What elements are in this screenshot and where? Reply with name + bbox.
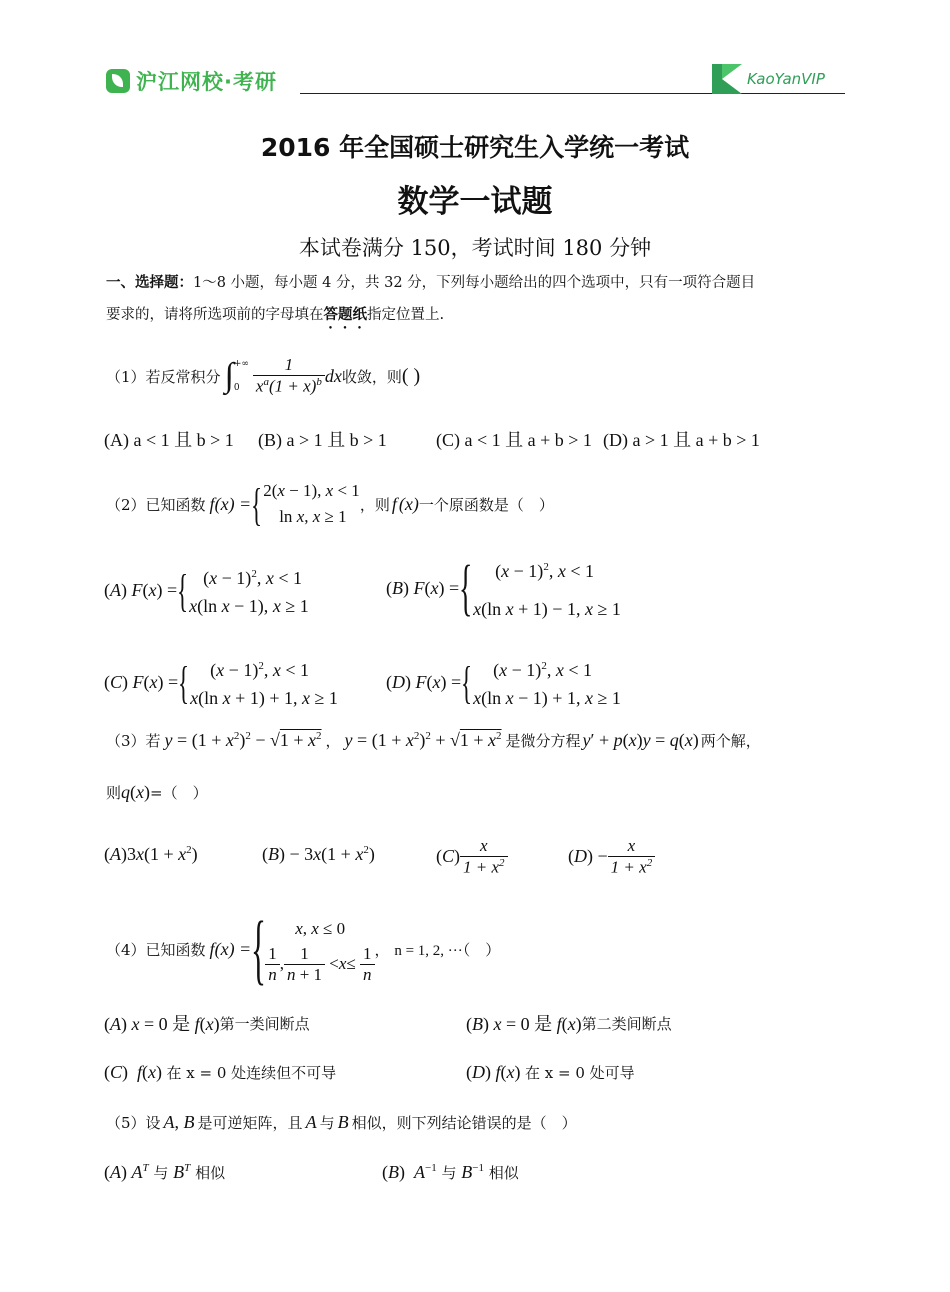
answer-sheet-emphasis: 答题纸: [323, 306, 367, 323]
q1-option-d[interactable]: (D) a > 1 且 a + b > 1: [603, 430, 760, 450]
q3-option-a[interactable]: $(A)3x(1 + x^2)$: [104, 844, 198, 864]
q5-option-a[interactable]: (A) $A^T$ 与 $B^T$ 相似: [104, 1162, 226, 1182]
question-3-stem-line2: 则 q(x) =（ ）: [106, 782, 208, 802]
q3-option-d[interactable]: ( D ) − $\frac{x}{1 + x^2}$: [568, 836, 655, 878]
q5-option-b[interactable]: (B) $A^{-1}$ 与 $B^{-1}$ 相似: [382, 1162, 519, 1182]
q4-option-b[interactable]: (B) x = 0 是 f(x) 第二类间断点: [466, 1014, 672, 1034]
left-brand-text: 沪江网校·考研: [136, 70, 277, 94]
q4-option-d[interactable]: (D) f(x) 在 x = 0 处可导: [466, 1062, 635, 1082]
q4-option-c[interactable]: (C) f(x) 在 x = 0 处连续但不可导: [104, 1062, 337, 1082]
question-3-stem: （3）若 $y = (1 + x^2)^2 - √1 + x^2$ ， $y = (1 + x^2)^2 + √1 + x^2$ 是微分方程 y′ + p(x)y = q(x) 两个解，: [106, 730, 761, 750]
paper-subtitle: 本试卷满分 150，考试时间 180 分钟: [298, 236, 652, 260]
q1-option-b[interactable]: (B) a > 1 且 b > 1: [258, 430, 387, 450]
section-label: 一、选择题：: [106, 275, 193, 291]
q1-option-c[interactable]: (C) a < 1 且 a + b > 1: [436, 430, 592, 450]
section-text-c: 指定位置上.: [367, 307, 445, 323]
section-text-a: 1～8 小题，每小题 4 分，共 32 分，下列每小题给出的四个选项中，只有一项符合题目: [193, 275, 756, 291]
q3-option-b[interactable]: $(B) - 3x(1 + x^2)$: [262, 844, 375, 864]
section-instructions: [106, 268, 851, 332]
q3-option-c[interactable]: ( C ) $\frac{x}{1 + x^2}$: [436, 836, 508, 878]
question-1-stem: （1）若反常积分 ∫ +∞ 0 $\frac{1}{x^a(1 + x)^b}$ dx 收敛，则 ( ): [106, 355, 421, 396]
q4-option-a[interactable]: (A) x = 0 是 f(x) 第一类间断点: [104, 1014, 310, 1034]
question-4-stem: （4）已知函数 f ( x ) = { x, x ≤ 0 $\frac{1}{n}$ , $\frac{1}{n + 1}$ < x ≤ $\frac{1}{n}$ ， n = 1, 2, ···（ ）: [106, 905, 501, 992]
question-2-stem: （2）已知函数 f ( x ) = { 2(x − 1), x < 1 ln x, x ≥ 1 ，则 f ( x ) 一个原函数是（ ）: [106, 478, 554, 530]
q2-option-b[interactable]: (B) F(x) = { $(x - 1)^2$, x < 1 x(ln x + 1) − 1, x ≥ 1: [386, 553, 621, 622]
exam-title: 2016 年全国硕士研究生入学统一考试: [260, 133, 690, 162]
hujiang-logo: [106, 66, 277, 96]
paper-title: 数学一试题: [397, 184, 553, 220]
q2-option-a[interactable]: (A) F(x) = { $(x - 1)^2$, x < 1 x(ln x − 1), x ≥ 1: [104, 564, 309, 616]
kaoyanvip-logo: [712, 64, 825, 94]
q2-option-d[interactable]: (D) F(x) = { $(x - 1)^2$, x < 1 x(ln x − 1) + 1, x ≥ 1: [386, 656, 621, 708]
right-brand-text: KaoYanVIP: [747, 70, 825, 88]
q2-option-c[interactable]: (C) F(x) = { $(x - 1)^2$, x < 1 x(ln x + 1) + 1, x ≥ 1: [104, 656, 338, 708]
k-logo-icon: [712, 64, 742, 94]
question-5-stem: （5）设 A, B 是可逆矩阵，且 A 与 B 相似，则下列结论错误的是（ ）: [106, 1112, 577, 1132]
section-text-b: 要求的，请将所选项前的字母填在: [106, 307, 324, 323]
q1-option-a[interactable]: (A) a < 1 且 b > 1: [104, 430, 234, 450]
leaf-icon: [106, 69, 130, 93]
